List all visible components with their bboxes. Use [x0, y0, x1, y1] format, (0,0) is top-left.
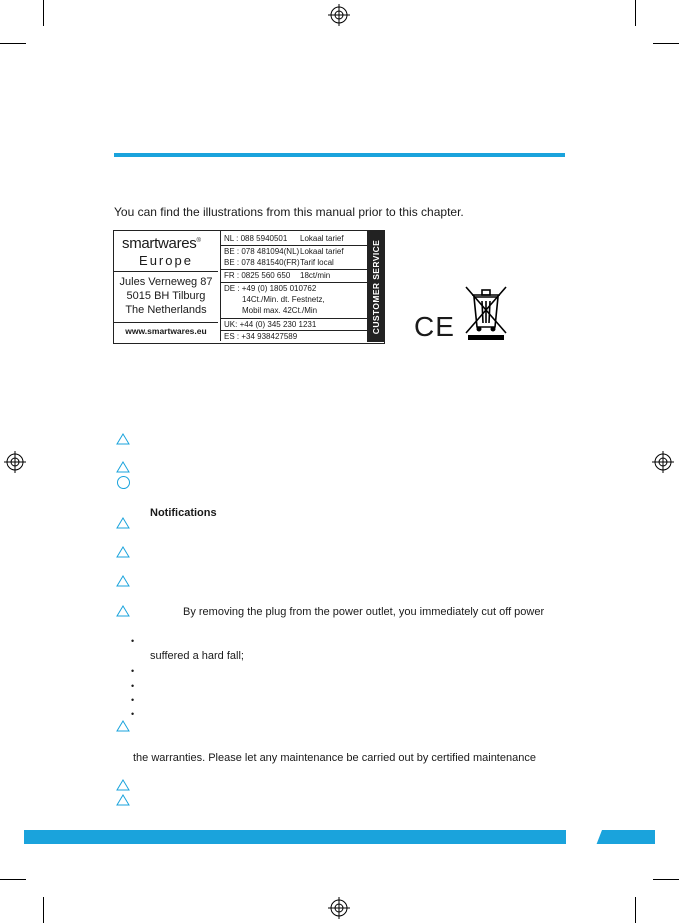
bullet: •	[131, 666, 135, 676]
notifications-heading: Notifications	[150, 507, 217, 519]
brand-logo: smartwares®	[122, 235, 201, 252]
divider	[221, 245, 367, 246]
warning-triangle-icon	[116, 546, 130, 558]
divider	[221, 269, 367, 270]
phone-row: 14Ct./Min. dt. Festnetz,	[242, 295, 325, 304]
plug-warning-text: By removing the plug from the power outlet, you immediately cut off power	[183, 606, 545, 618]
phone-row: DE : +49 (0) 1805 010762	[224, 284, 317, 293]
phone-row: ES : +34 938427589	[224, 332, 298, 341]
warning-triangle-icon	[116, 720, 130, 732]
customer-service-label: CUSTOMER SERVICE	[367, 231, 384, 342]
ce-mark: CE	[414, 311, 455, 342]
registration-mark-icon	[328, 897, 350, 919]
warning-triangle-icon	[116, 517, 130, 529]
brand-panel	[114, 231, 221, 341]
divider	[114, 322, 218, 323]
website: www.smartwares.eu	[125, 326, 207, 336]
weee-bin-icon	[462, 285, 510, 341]
intro-text: You can find the illustrations from this manual prior to this chapter.	[114, 205, 464, 219]
footer-bar	[24, 830, 655, 844]
warning-triangle-icon	[116, 779, 130, 791]
bullet: •	[131, 681, 135, 691]
fall-text: suffered a hard fall;	[150, 650, 244, 662]
warning-triangle-icon	[116, 433, 130, 445]
divider	[221, 282, 367, 283]
brand-region: Europe	[139, 253, 193, 268]
crop-mark	[43, 897, 44, 923]
crop-mark	[43, 0, 44, 26]
bullet: •	[131, 709, 135, 719]
phone-table	[221, 231, 367, 341]
crop-mark	[653, 879, 679, 880]
info-circle-icon	[117, 476, 130, 489]
customer-service-card	[113, 230, 385, 344]
crop-mark	[0, 879, 26, 880]
phone-row: BE : 078 481540(FR) Tarif local	[224, 258, 334, 267]
warning-triangle-icon	[116, 794, 130, 806]
warning-triangle-icon	[116, 461, 130, 473]
crop-mark	[653, 43, 679, 44]
bullet: •	[131, 636, 135, 646]
phone-row: NL : 088 5940501 Lokaal tarief	[224, 234, 344, 243]
bullet: •	[131, 695, 135, 705]
phone-row: BE : 078 481094(NL) Lokaal tarief	[224, 247, 344, 256]
divider	[221, 330, 367, 331]
warning-triangle-icon	[116, 605, 130, 617]
warranty-text: the warranties. Please let any maintenance be carried out by certified maintenance	[133, 752, 536, 764]
crop-mark	[635, 897, 636, 923]
footer-tab-notch	[566, 830, 602, 844]
divider	[114, 271, 218, 272]
header-rule	[114, 153, 565, 157]
registration-mark-icon	[652, 451, 674, 473]
warning-triangle-icon	[116, 575, 130, 587]
phone-row: UK: +44 (0) 345 230 1231	[224, 320, 317, 329]
address: Jules Verneweg 87 5015 BH Tilburg The Netherlands	[119, 276, 213, 316]
registration-mark-icon	[4, 451, 26, 473]
divider	[221, 318, 367, 319]
phone-row: Mobil max. 42Ct./Min	[242, 306, 318, 315]
registration-mark-icon	[328, 4, 350, 26]
phone-row: FR : 0825 560 650 18ct/min	[224, 271, 331, 280]
crop-mark	[635, 0, 636, 26]
crop-mark	[0, 43, 26, 44]
